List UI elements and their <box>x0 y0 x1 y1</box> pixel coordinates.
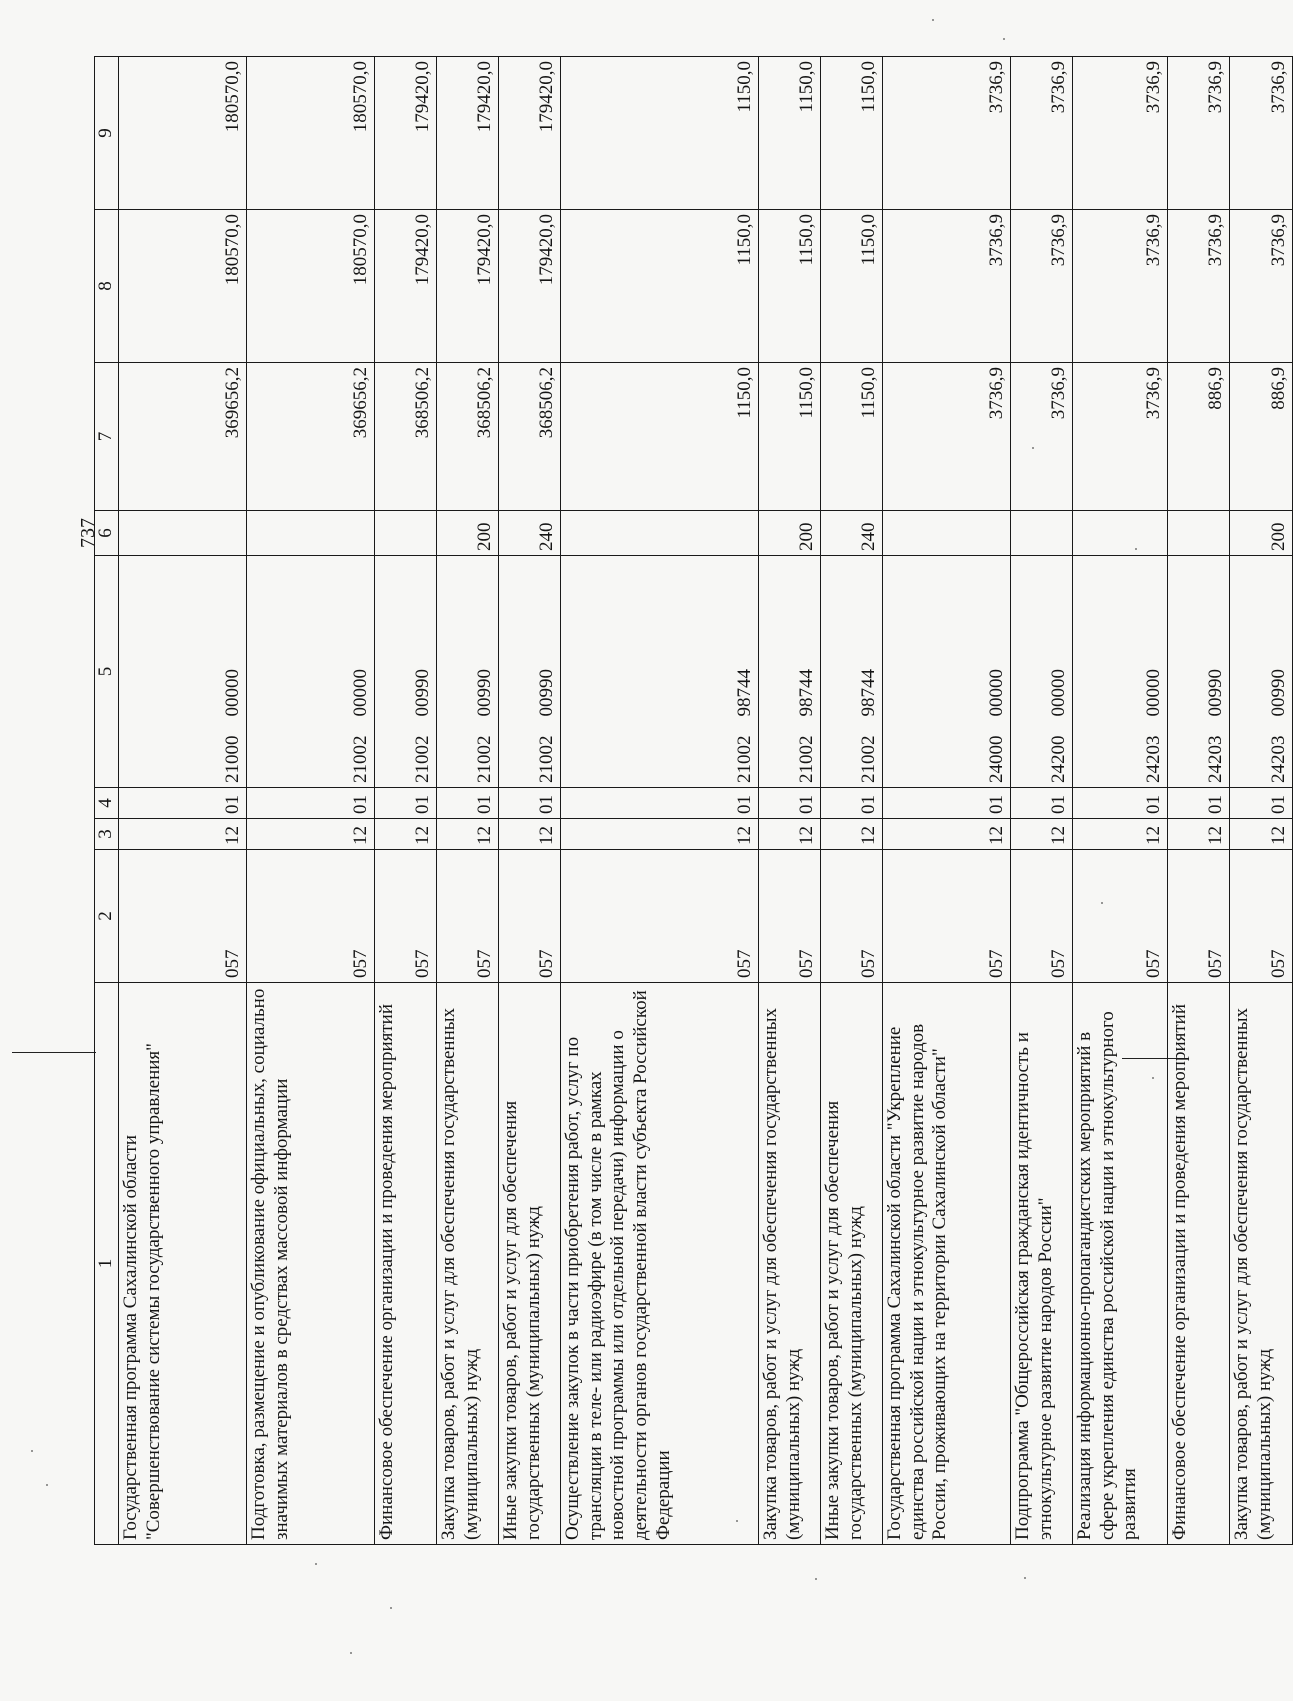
table-row <box>118 57 246 1545</box>
target-code-cell: 24200 00000 <box>1010 556 1072 788</box>
amount-col7-cell: 369656,2 <box>246 363 374 511</box>
amount-col7-cell: 3736,9 <box>882 363 1010 511</box>
section-code-cell: 12 <box>1072 819 1167 850</box>
column-header-7: 7 <box>95 363 119 511</box>
amount-col8-cell: 3736,9 <box>1229 210 1292 363</box>
section-code-cell: 12 <box>498 819 560 850</box>
amount-col7-cell: 1150,0 <box>560 363 758 511</box>
subsection-code-cell: 01 <box>1072 788 1167 819</box>
target-code-cell: 21002 00000 <box>246 556 374 788</box>
table-row <box>820 57 882 1545</box>
subsection-code-cell: 01 <box>498 788 560 819</box>
item-name-cell: Осуществление закупок в части приобретения работ, услуг по трансляции в теле- или радиоэфире (в том числе в рамках новостной программы или отдельной передачи) информации о деятельности органов государственной власти субъекта Российской Федерации <box>560 983 758 1545</box>
expense-type-cell <box>374 511 436 556</box>
amount-col9-cell: 3736,9 <box>882 57 1010 210</box>
scan-line-left <box>12 1052 96 1053</box>
amount-col8-cell: 179420,0 <box>374 210 436 363</box>
item-name-cell: Закупка товаров, работ и услуг для обеспечения государственных (муниципальных) нужд <box>1229 983 1292 1545</box>
ministry-code-cell: 057 <box>498 850 560 983</box>
amount-col9-cell: 179420,0 <box>374 57 436 210</box>
expense-type-cell: 200 <box>758 511 820 556</box>
amount-col8-cell: 3736,9 <box>1072 210 1167 363</box>
section-code-cell: 12 <box>1229 819 1292 850</box>
amount-col9-cell: 1150,0 <box>820 57 882 210</box>
column-header-4: 4 <box>95 788 119 819</box>
item-name-cell: Финансовое обеспечение организации и проведения мероприятий <box>374 983 436 1545</box>
amount-col8-cell: 180570,0 <box>246 210 374 363</box>
ministry-code-cell: 057 <box>1229 850 1292 983</box>
expense-type-cell: 200 <box>436 511 498 556</box>
column-header-1: 1 <box>95 983 119 1545</box>
amount-col7-cell: 1150,0 <box>758 363 820 511</box>
expense-type-cell: 240 <box>820 511 882 556</box>
scan-speck <box>815 1578 817 1580</box>
section-code-cell: 12 <box>820 819 882 850</box>
target-code-cell: 21000 00000 <box>118 556 246 788</box>
amount-col9-cell: 3736,9 <box>1010 57 1072 210</box>
amount-col8-cell: 1150,0 <box>560 210 758 363</box>
header-row <box>95 57 119 1545</box>
ministry-code-cell: 057 <box>1072 850 1167 983</box>
amount-col7-cell: 886,9 <box>1229 363 1292 511</box>
expense-type-cell <box>560 511 758 556</box>
section-code-cell: 12 <box>560 819 758 850</box>
scan-speck <box>315 1563 317 1565</box>
ministry-code-cell: 057 <box>374 850 436 983</box>
ministry-code-cell: 057 <box>882 850 1010 983</box>
section-code-cell: 12 <box>1010 819 1072 850</box>
expense-type-cell: 240 <box>498 511 560 556</box>
subsection-code-cell: 01 <box>1010 788 1072 819</box>
scan-speck <box>1024 1577 1026 1579</box>
target-code-cell: 21002 98744 <box>560 556 758 788</box>
target-code-cell: 21002 98744 <box>820 556 882 788</box>
item-name-cell: Закупка товаров, работ и услуг для обеспечения государственных (муниципальных) нужд <box>436 983 498 1545</box>
amount-col9-cell: 180570,0 <box>246 57 374 210</box>
amount-col7-cell: 368506,2 <box>374 363 436 511</box>
ministry-code-cell: 057 <box>1167 850 1229 983</box>
section-code-cell: 12 <box>374 819 436 850</box>
amount-col8-cell: 3736,9 <box>882 210 1010 363</box>
item-name-cell: Государственная программа Сахалинской области "Совершенствование системы государственного управления" <box>118 983 246 1545</box>
column-header-5: 5 <box>95 556 119 788</box>
amount-col8-cell: 3736,9 <box>1167 210 1229 363</box>
ministry-code-cell: 057 <box>758 850 820 983</box>
expense-type-cell <box>882 511 1010 556</box>
section-code-cell: 12 <box>1167 819 1229 850</box>
amount-col9-cell: 3736,9 <box>1167 57 1229 210</box>
expense-type-cell: 200 <box>1229 511 1292 556</box>
item-name-cell: Реализация информационно-пропагандистских мероприятий в сфере укрепления единства российской нации и этнокультурного развития <box>1072 983 1167 1545</box>
item-name-cell: Подпрограмма "Общероссийская гражданская идентичность и этнокультурное развитие народов России" <box>1010 983 1072 1545</box>
scan-speck <box>932 19 934 21</box>
table-row <box>758 57 820 1545</box>
amount-col9-cell: 3736,9 <box>1072 57 1167 210</box>
subsection-code-cell: 01 <box>118 788 246 819</box>
subsection-code-cell: 01 <box>436 788 498 819</box>
amount-col9-cell: 179420,0 <box>498 57 560 210</box>
budget-table <box>94 56 1293 1545</box>
ministry-code-cell: 057 <box>560 850 758 983</box>
table-row <box>436 57 498 1545</box>
amount-col9-cell: 1150,0 <box>758 57 820 210</box>
scan-speck <box>31 1450 33 1452</box>
column-header-8: 8 <box>95 210 119 363</box>
subsection-code-cell: 01 <box>374 788 436 819</box>
target-code-cell: 24000 00000 <box>882 556 1010 788</box>
amount-col8-cell: 179420,0 <box>498 210 560 363</box>
ministry-code-cell: 057 <box>820 850 882 983</box>
subsection-code-cell: 01 <box>758 788 820 819</box>
ministry-code-cell: 057 <box>118 850 246 983</box>
page-number: 737 <box>77 518 99 548</box>
table-row <box>374 57 436 1545</box>
amount-col8-cell: 180570,0 <box>118 210 246 363</box>
expense-type-cell <box>1072 511 1167 556</box>
subsection-code-cell: 01 <box>560 788 758 819</box>
subsection-code-cell: 01 <box>246 788 374 819</box>
item-name-cell: Иные закупки товаров, работ и услуг для обеспечения государственных (муниципальных) нужд <box>820 983 882 1545</box>
amount-col7-cell: 3736,9 <box>1010 363 1072 511</box>
ministry-code-cell: 057 <box>1010 850 1072 983</box>
amount-col7-cell: 368506,2 <box>436 363 498 511</box>
amount-col9-cell: 3736,9 <box>1229 57 1292 210</box>
target-code-cell: 21002 00990 <box>436 556 498 788</box>
target-code-cell: 21002 00990 <box>498 556 560 788</box>
amount-col7-cell: 368506,2 <box>498 363 560 511</box>
section-code-cell: 12 <box>246 819 374 850</box>
item-name-cell: Подготовка, размещение и опубликование официальных, социально значимых материалов в средствах массовой информации <box>246 983 374 1545</box>
amount-col9-cell: 179420,0 <box>436 57 498 210</box>
scan-speck <box>46 1484 48 1486</box>
subsection-code-cell: 01 <box>820 788 882 819</box>
section-code-cell: 12 <box>882 819 1010 850</box>
table-row <box>560 57 758 1545</box>
item-name-cell: Иные закупки товаров, работ и услуг для обеспечения государственных (муниципальных) нужд <box>498 983 560 1545</box>
ministry-code-cell: 057 <box>246 850 374 983</box>
table-row <box>882 57 1010 1545</box>
amount-col7-cell: 369656,2 <box>118 363 246 511</box>
scan-speck <box>1003 38 1005 40</box>
item-name-cell: Закупка товаров, работ и услуг для обеспечения государственных (муниципальных) нужд <box>758 983 820 1545</box>
amount-col7-cell: 3736,9 <box>1072 363 1167 511</box>
subsection-code-cell: 01 <box>1229 788 1292 819</box>
table-row <box>1167 57 1229 1545</box>
table-row <box>1072 57 1167 1545</box>
scan-speck <box>390 1607 392 1609</box>
table-row <box>498 57 560 1545</box>
target-code-cell: 24203 00990 <box>1229 556 1292 788</box>
section-code-cell: 12 <box>758 819 820 850</box>
subsection-code-cell: 01 <box>882 788 1010 819</box>
table-row <box>1010 57 1072 1545</box>
expense-type-cell <box>1010 511 1072 556</box>
ministry-code-cell: 057 <box>436 850 498 983</box>
column-header-6: 6 <box>95 511 119 556</box>
section-code-cell: 12 <box>118 819 246 850</box>
table-row <box>246 57 374 1545</box>
amount-col9-cell: 1150,0 <box>560 57 758 210</box>
target-code-cell: 24203 00000 <box>1072 556 1167 788</box>
target-code-cell: 21002 98744 <box>758 556 820 788</box>
expense-type-cell <box>246 511 374 556</box>
amount-col7-cell: 1150,0 <box>820 363 882 511</box>
amount-col9-cell: 180570,0 <box>118 57 246 210</box>
item-name-cell: Финансовое обеспечение организации и проведения мероприятий <box>1167 983 1229 1545</box>
amount-col8-cell: 1150,0 <box>820 210 882 363</box>
column-header-2: 2 <box>95 850 119 983</box>
target-code-cell: 24203 00990 <box>1167 556 1229 788</box>
column-header-9: 9 <box>95 57 119 210</box>
section-code-cell: 12 <box>436 819 498 850</box>
target-code-cell: 21002 00990 <box>374 556 436 788</box>
subsection-code-cell: 01 <box>1167 788 1229 819</box>
budget-table-container <box>94 57 1289 1545</box>
expense-type-cell <box>1167 511 1229 556</box>
amount-col7-cell: 886,9 <box>1167 363 1229 511</box>
item-name-cell: Государственная программа Сахалинской области "Укрепление единства российской нации и этнокультурное развитие народов России, проживающих на территории Сахалинской области" <box>882 983 1010 1545</box>
amount-col8-cell: 3736,9 <box>1010 210 1072 363</box>
amount-col8-cell: 1150,0 <box>758 210 820 363</box>
table-row <box>1229 57 1292 1545</box>
scan-speck <box>350 1652 352 1654</box>
column-header-3: 3 <box>95 819 119 850</box>
amount-col8-cell: 179420,0 <box>436 210 498 363</box>
expense-type-cell <box>118 511 246 556</box>
